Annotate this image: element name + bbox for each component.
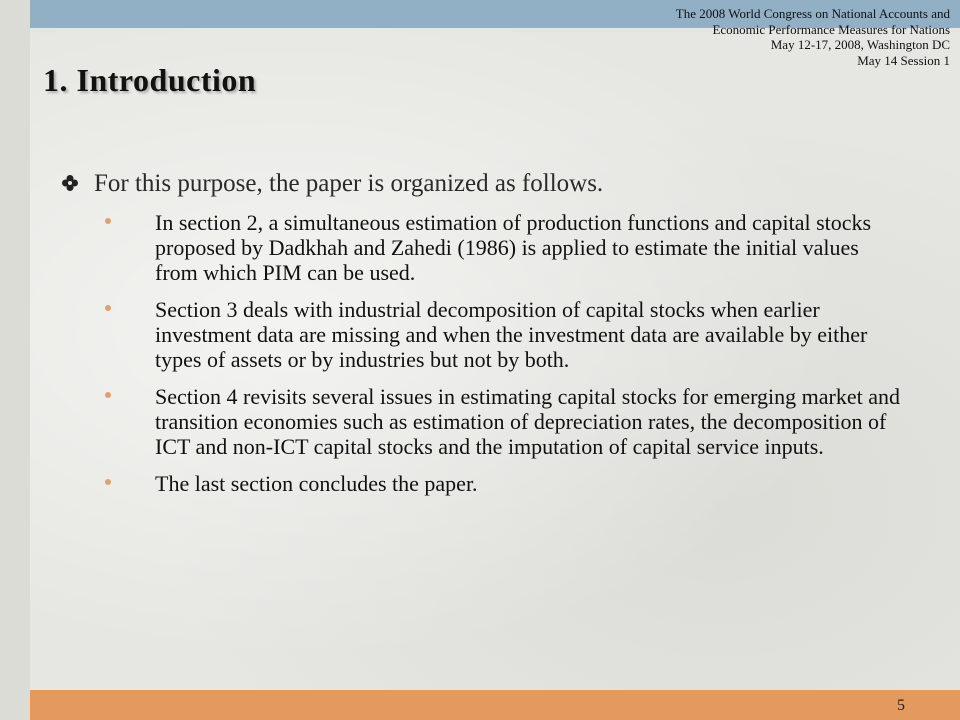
- page-number: 5: [897, 697, 905, 714]
- left-strip: [0, 0, 30, 720]
- dot-bullet-icon: [105, 218, 111, 224]
- conference-line: May 14 Session 1: [857, 52, 950, 68]
- main-bullet: [62, 170, 922, 198]
- conference-line: The 2008 World Congress on National Accounts and: [675, 6, 950, 21]
- conference-info: [630, 6, 950, 68]
- conference-line: Economic Performance Measures for Nations: [712, 21, 950, 37]
- slide-title: 1. Introduction: [43, 62, 257, 98]
- sub-bullet-item: [105, 471, 905, 496]
- main-bullet-text: For this purpose, the paper is organized as follows.: [94, 170, 604, 197]
- sub-bullet-text: Section 4 revisits several issues in estimating capital stocks for emerging market and transition economies such as estimation of depreciation rates, the decomposition of ICT and non-ICT capital stocks and the imputation of capital service inputs.: [155, 384, 900, 459]
- sub-bullet-item: [105, 384, 905, 459]
- dot-bullet-icon: [105, 305, 111, 311]
- sub-bullet-text: The last section concludes the paper.: [155, 471, 478, 496]
- sub-bullet-text: Section 3 deals with industrial decomposition of capital stocks when earlier investment data are missing and when the investment data are available by either types of assets or by industries but not by both.: [155, 297, 868, 372]
- dot-bullet-icon: [105, 392, 111, 398]
- bottom-band: [30, 690, 960, 720]
- dot-bullet-icon: [105, 479, 111, 485]
- sub-bullet-list: [105, 210, 905, 508]
- four-petal-bullet-icon: [62, 175, 78, 191]
- sub-bullet-item: [105, 297, 905, 372]
- sub-bullet-text: In section 2, a simultaneous estimation of production functions and capital stocks proposed by Dadkhah and Zahedi (1986) is applied to estimate the initial values from which PIM can be used.: [155, 210, 872, 285]
- sub-bullet-item: [105, 210, 905, 285]
- conference-line: May 12-17, 2008, Washington DC: [770, 37, 950, 52]
